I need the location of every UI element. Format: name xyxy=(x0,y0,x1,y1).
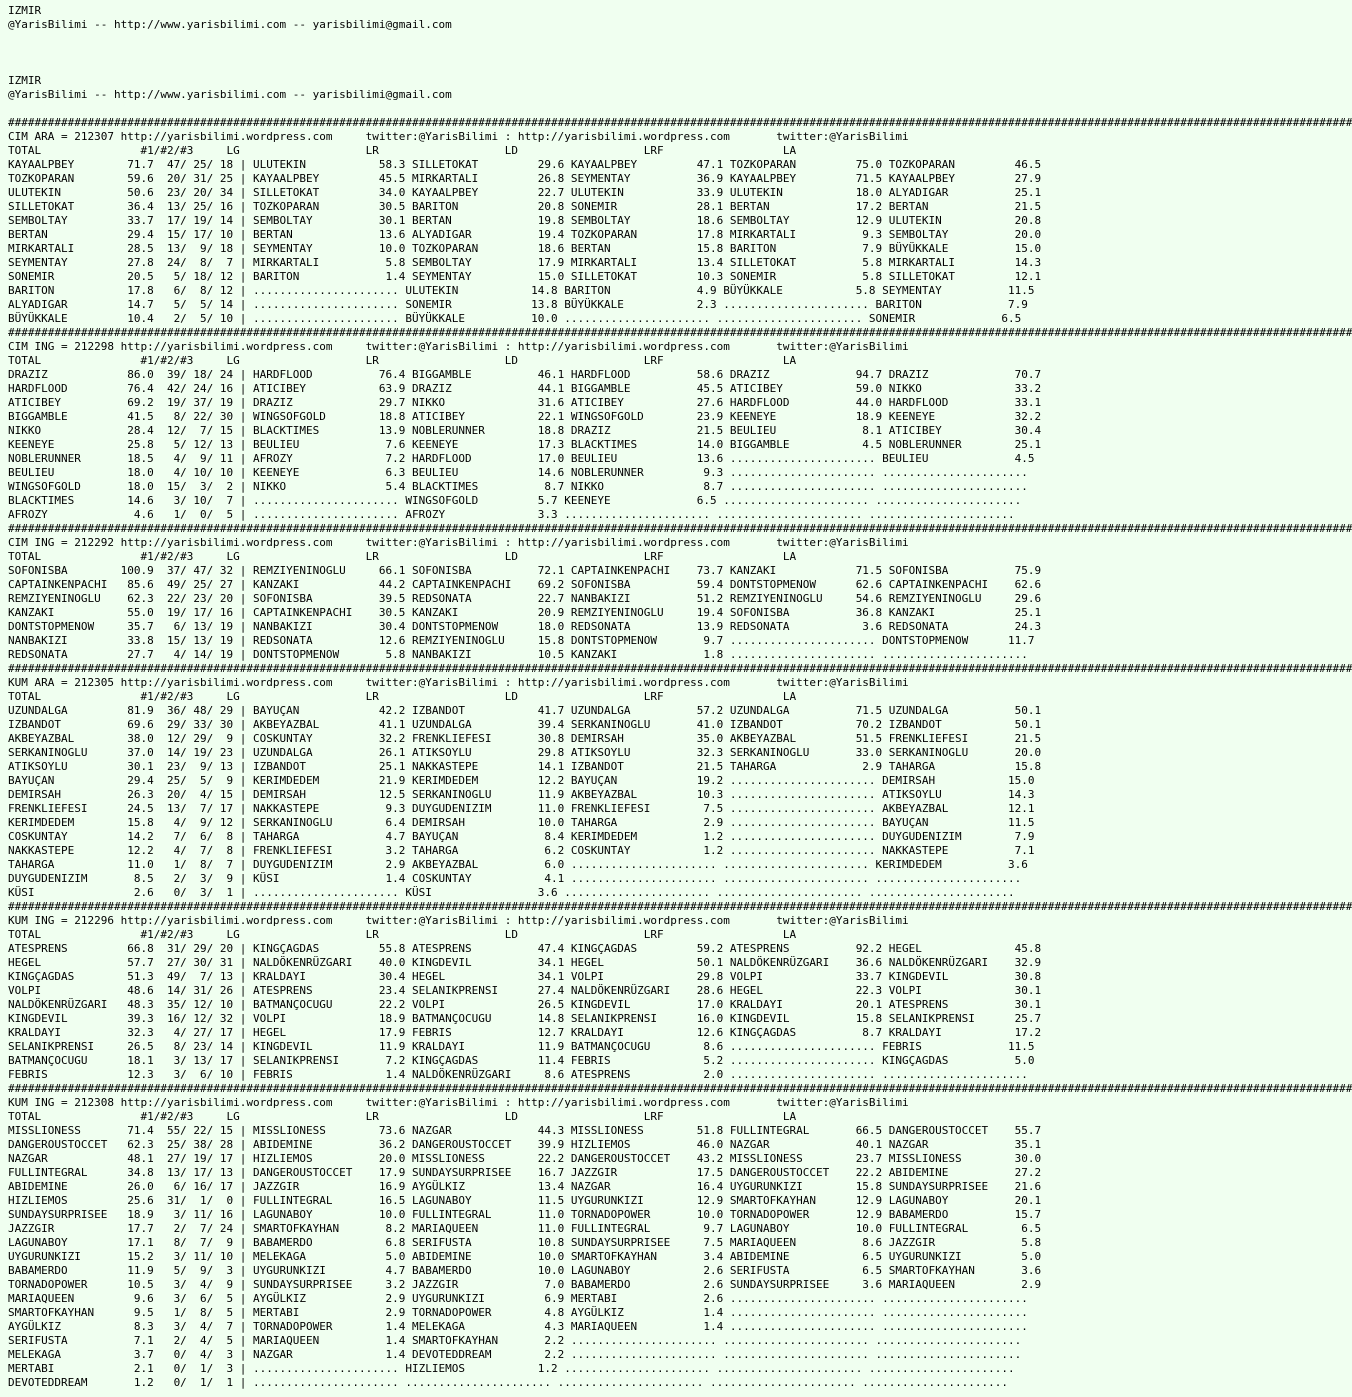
text-line: ########################################################################################################################################################################################################### xyxy=(8,1082,1352,1095)
text-line: BERTAN 29.4 15/ 17/ 10 | BERTAN 13.6 ALYADIGAR 19.4 TOZKOPARAN 17.8 MIRKARTALI 9.3 SEMBOLTAY 20.0 xyxy=(8,228,1042,241)
text-line: KUM ING = 212308 http://yarisbilimi.wordpress.com twitter:@YarisBilimi : http://yarisbilimi.wordpress.com twitter:@YarisBilimi xyxy=(8,1096,909,1109)
text-line: ########################################################################################################################################################################################################### xyxy=(8,522,1352,535)
text-line: CIM ING = 212292 http://yarisbilimi.wordpress.com twitter:@YarisBilimi : http://yarisbilimi.wordpress.com twitter:@YarisBilimi xyxy=(8,536,909,549)
text-line: DEVOTEDDREAM 1.2 0/ 1/ 1 | ...................... ...................... ...................... ...................... ...................... xyxy=(8,1376,1009,1389)
text-line: IZMIR xyxy=(8,4,42,17)
text-line: BARITON 17.8 6/ 8/ 12 | ...................... ULUTEKIN 14.8 BARITON 4.9 BÜYÜKKALE 5.8 SEYMENTAY 11.5 xyxy=(8,284,1035,297)
text-line: NIKKO 28.4 12/ 7/ 15 | BLACKTIMES 13.9 NOBLERUNNER 18.8 DRAZIZ 21.5 BEULIEU 8.1 ATICIBEY 30.4 xyxy=(8,424,1042,437)
text-line: TOTAL #1/#2/#3 LG LR LD LRF LA xyxy=(8,928,797,941)
text-line: DEMIRSAH 26.3 20/ 4/ 15 | DEMIRSAH 12.5 SERKANINOGLU 11.9 AKBEYAZBAL 10.3 ...................... ATIKSOYLU 14.3 xyxy=(8,788,1035,801)
text-line xyxy=(8,60,1073,74)
text-line: SUNDAYSURPRISEE 18.9 3/ 11/ 16 | LAGUNABOY 10.0 FULLINTEGRAL 11.0 TORNADOPOWER 10.0 TORNADOPOWER 12.9 BABAMERDO 15.7 xyxy=(8,1208,1042,1221)
text-line: TORNADOPOWER 10.5 3/ 4/ 9 | SUNDAYSURPRISEE 3.2 JAZZGIR 7.0 BABAMERDO 2.6 SUNDAYSURPRISEE 3.6 MARIAQUEEN 2.9 xyxy=(8,1278,1042,1291)
text-line: HEGEL 57.7 27/ 30/ 31 | NALDÖKENRÜZGARI 40.0 KINGDEVIL 34.1 HEGEL 50.1 NALDÖKENRÜZGARI 36.6 NALDÖKENRÜZGARI 32.9 xyxy=(8,956,1042,969)
text-line: ULUTEKIN 50.6 23/ 20/ 34 | SILLETOKAT 34.0 KAYAALPBEY 22.7 ULUTEKIN 33.9 ULUTEKIN 18.0 ALYADIGAR 25.1 xyxy=(8,186,1042,199)
text-line: FRENKLIEFESI 24.5 13/ 7/ 17 | NAKKASTEPE 9.3 DUYGUDENIZIM 11.0 FRENKLIEFESI 7.5 ...................... AKBEYAZBAL 12.1 xyxy=(8,802,1035,815)
text-line: KEENEYE 25.8 5/ 12/ 13 | BEULIEU 7.6 KEENEYE 17.3 BLACKTIMES 14.0 BIGGAMBLE 4.5 NOBLERUNNER 25.1 xyxy=(8,438,1042,451)
text-line: COSKUNTAY 14.2 7/ 6/ 8 | TAHARGA 4.7 BAYUÇAN 8.4 KERIMDEDEM 1.2 ...................... DUYGUDENIZIM 7.9 xyxy=(8,830,1035,843)
text-line: ########################################################################################################################################################################################################### xyxy=(8,326,1352,339)
text-line: BIGGAMBLE 41.5 8/ 22/ 30 | WINGSOFGOLD 18.8 ATICIBEY 22.1 WINGSOFGOLD 23.9 KEENEYE 18.9 KEENEYE 32.2 xyxy=(8,410,1042,423)
text-line: TAHARGA 11.0 1/ 8/ 7 | DUYGUDENIZIM 2.9 AKBEYAZBAL 6.0 ...................... ...................... KERIMDEDEM 3.6 xyxy=(8,858,1028,871)
text-line: BAYUÇAN 29.4 25/ 5/ 9 | KERIMDEDEM 21.9 KERIMDEDEM 12.2 BAYUÇAN 19.2 ...................... DEMIRSAH 15.0 xyxy=(8,774,1035,787)
text-line: KUM ING = 212296 http://yarisbilimi.wordpress.com twitter:@YarisBilimi : http://yarisbilimi.wordpress.com twitter:@YarisBilimi xyxy=(8,914,909,927)
text-line: KÜSI 2.6 0/ 3/ 1 | ...................... KÜSI 3.6 ...................... ...................... ...................... xyxy=(8,886,1015,899)
text-line: CIM ARA = 212307 http://yarisbilimi.wordpress.com twitter:@YarisBilimi : http://yarisbilimi.wordpress.com twitter:@YarisBilimi xyxy=(8,130,909,143)
text-line: TOTAL #1/#2/#3 LG LR LD LRF LA xyxy=(8,550,797,563)
text-line: SERIFUSTA 7.1 2/ 4/ 5 | MARIAQUEEN 1.4 SMARTOFKAYHAN 2.2 ...................... ...................... ...................... xyxy=(8,1334,1022,1347)
text-line xyxy=(8,32,1073,46)
text-line: MIRKARTALI 28.5 13/ 9/ 18 | SEYMENTAY 10.0 TOZKOPARAN 18.6 BERTAN 15.8 BARITON 7.9 BÜYÜKKALE 15.0 xyxy=(8,242,1042,255)
text-line: LAGUNABOY 17.1 8/ 7/ 9 | BABAMERDO 6.8 SERIFUSTA 10.8 SUNDAYSURPRISEE 7.5 MARIAQUEEN 8.6 JAZZGIR 5.8 xyxy=(8,1236,1042,1249)
text-line: TOTAL #1/#2/#3 LG LR LD LRF LA xyxy=(8,1110,797,1123)
text-line: BATMANÇOCUGU 18.1 3/ 13/ 17 | SELANIKPRENSI 7.2 KINGÇAGDAS 11.4 FEBRIS 5.2 ...................... KINGÇAGDAS 5.0 xyxy=(8,1054,1035,1067)
text-line: SELANIKPRENSI 26.5 8/ 23/ 14 | KINGDEVIL 11.9 KRALDAYI 11.9 BATMANÇOCUGU 8.6 ...................... FEBRIS 11.5 xyxy=(8,1040,1035,1053)
text-line: ########################################################################################################################################################################################################### xyxy=(8,900,1352,913)
text-line: ATESPRENS 66.8 31/ 29/ 20 | KINGÇAGDAS 55.8 ATESPRENS 47.4 KINGÇAGDAS 59.2 ATESPRENS 92.2 HEGEL 45.8 xyxy=(8,942,1042,955)
text-line: SEMBOLTAY 33.7 17/ 19/ 14 | SEMBOLTAY 30.1 BERTAN 19.8 SEMBOLTAY 18.6 SEMBOLTAY 12.9 ULUTEKIN 20.8 xyxy=(8,214,1042,227)
text-line: KERIMDEDEM 15.8 4/ 9/ 12 | SERKANINOGLU 6.4 DEMIRSAH 10.0 TAHARGA 2.9 ...................... BAYUÇAN 11.5 xyxy=(8,816,1035,829)
text-line: MERTABI 2.1 0/ 1/ 3 | ...................... HIZLIEMOS 1.2 ...................... ...................... ...................... xyxy=(8,1362,1015,1375)
text-line: REDSONATA 27.7 4/ 14/ 19 | DONTSTOPMENOW 5.8 NANBAKIZI 10.5 KANZAKI 1.8 ...................... ...................... xyxy=(8,648,1028,661)
text-line: DONTSTOPMENOW 35.7 6/ 13/ 19 | NANBAKIZI 30.4 DONTSTOPMENOW 18.0 REDSONATA 13.9 REDSONATA 3.6 REDSONATA 24.3 xyxy=(8,620,1042,633)
text-line: ########################################################################################################################################################################################################### xyxy=(8,662,1352,675)
text-line: KUM ARA = 212305 http://yarisbilimi.wordpress.com twitter:@YarisBilimi : http://yarisbilimi.wordpress.com twitter:@YarisBilimi xyxy=(8,676,909,689)
text-line: REMZIYENINOGLU 62.3 22/ 23/ 20 | SOFONISBA 39.5 REDSONATA 22.7 NANBAKIZI 51.2 REMZIYENINOGLU 54.6 REMZIYENINOGLU 29.6 xyxy=(8,592,1042,605)
text-line: UZUNDALGA 81.9 36/ 48/ 29 | BAYUÇAN 42.2 IZBANDOT 41.7 UZUNDALGA 57.2 UZUNDALGA 71.5 UZUNDALGA 50.1 xyxy=(8,704,1042,717)
text-line: DRAZIZ 86.0 39/ 18/ 24 | HARDFLOOD 76.4 BIGGAMBLE 46.1 HARDFLOOD 58.6 DRAZIZ 94.7 DRAZIZ 70.7 xyxy=(8,368,1042,381)
text-line: IZMIR xyxy=(8,74,42,87)
text-line: KRALDAYI 32.3 4/ 27/ 17 | HEGEL 17.9 FEBRIS 12.7 KRALDAYI 12.6 KINGÇAGDAS 8.7 KRALDAYI 17.2 xyxy=(8,1026,1042,1039)
text-line: DANGEROUSTOCCET 62.3 25/ 38/ 28 | ABIDEMINE 36.2 DANGEROUSTOCCET 39.9 HIZLIEMOS 46.0 NAZGAR 40.1 NAZGAR 35.1 xyxy=(8,1138,1042,1151)
text-line: KANZAKI 55.0 19/ 17/ 16 | CAPTAINKENPACHI 30.5 KANZAKI 20.9 REMZIYENINOGLU 19.4 SOFONISBA 36.8 KANZAKI 25.1 xyxy=(8,606,1042,619)
text-line: TOTAL #1/#2/#3 LG LR LD LRF LA xyxy=(8,690,797,703)
text-line: KAYAALPBEY 71.7 47/ 25/ 18 | ULUTEKIN 58.3 SILLETOKAT 29.6 KAYAALPBEY 47.1 TOZKOPARAN 75.0 TOZKOPARAN 46.5 xyxy=(8,158,1042,171)
text-line: KINGÇAGDAS 51.3 49/ 7/ 13 | KRALDAYI 30.4 HEGEL 34.1 VOLPI 29.8 VOLPI 33.7 KINGDEVIL 30.8 xyxy=(8,970,1042,983)
text-line: NAZGAR 48.1 27/ 19/ 17 | HIZLIEMOS 20.0 MISSLIONESS 22.2 DANGEROUSTOCCET 43.2 MISSLIONESS 23.7 MISSLIONESS 30.0 xyxy=(8,1152,1042,1165)
text-line: VOLPI 48.6 14/ 31/ 26 | ATESPRENS 23.4 SELANIKPRENSI 27.4 NALDÖKENRÜZGARI 28.6 HEGEL 22.3 VOLPI 30.1 xyxy=(8,984,1042,997)
text-line: NAKKASTEPE 12.2 4/ 7/ 8 | FRENKLIEFESI 3.2 TAHARGA 6.2 COSKUNTAY 1.2 ...................... NAKKASTEPE 7.1 xyxy=(8,844,1035,857)
text-line: SOFONISBA 100.9 37/ 47/ 32 | REMZIYENINOGLU 66.1 SOFONISBA 72.1 CAPTAINKENPACHI 73.7 KANZAKI 71.5 SOFONISBA 75.9 xyxy=(8,564,1042,577)
text-line: @YarisBilimi -- http://www.yarisbilimi.com -- yarisbilimi@gmail.com xyxy=(8,88,452,101)
text-line: TOTAL #1/#2/#3 LG LR LD LRF LA xyxy=(8,354,797,367)
text-line: FEBRIS 12.3 3/ 6/ 10 | FEBRIS 1.4 NALDÖKENRÜZGARI 8.6 ATESPRENS 2.0 ...................... ...................... xyxy=(8,1068,1028,1081)
text-line: FULLINTEGRAL 34.8 13/ 17/ 13 | DANGEROUSTOCCET 17.9 SUNDAYSURPRISEE 16.7 JAZZGIR 17.5 DANGEROUSTOCCET 22.2 ABIDEMINE 27.2 xyxy=(8,1166,1042,1179)
text-line: UYGURUNKIZI 15.2 3/ 11/ 10 | MELEKAGA 5.0 ABIDEMINE 10.0 SMARTOFKAYHAN 3.4 ABIDEMINE 6.5 UYGURUNKIZI 5.0 xyxy=(8,1250,1042,1263)
text-line: HIZLIEMOS 25.6 31/ 1/ 0 | FULLINTEGRAL 16.5 LAGUNABOY 11.5 UYGURUNKIZI 12.9 SMARTOFKAYHAN 12.9 LAGUNABOY 20.1 xyxy=(8,1194,1042,1207)
text-line: MELEKAGA 3.7 0/ 4/ 3 | NAZGAR 1.4 DEVOTEDDREAM 2.2 ...................... ...................... ...................... xyxy=(8,1348,1022,1361)
text-line: NOBLERUNNER 18.5 4/ 9/ 11 | AFROZY 7.2 HARDFLOOD 17.0 BEULIEU 13.6 ...................... BEULIEU 4.5 xyxy=(8,452,1035,465)
text-line: CIM ING = 212298 http://yarisbilimi.wordpress.com twitter:@YarisBilimi : http://yarisbilimi.wordpress.com twitter:@YarisBilimi xyxy=(8,340,909,353)
text-line: NALDÖKENRÜZGARI 48.3 35/ 12/ 10 | BATMANÇOCUGU 22.2 VOLPI 26.5 KINGDEVIL 17.0 KRALDAYI 20.1 ATESPRENS 30.1 xyxy=(8,998,1042,1011)
text-line: AFROZY 4.6 1/ 0/ 5 | ...................... AFROZY 3.3 ...................... ...................... ...................... xyxy=(8,508,1015,521)
text-line: TOZKOPARAN 59.6 20/ 31/ 25 | KAYAALPBEY 45.5 MIRKARTALI 26.8 SEYMENTAY 36.9 KAYAALPBEY 71.5 KAYAALPBEY 27.9 xyxy=(8,172,1042,185)
text-line: AKBEYAZBAL 38.0 12/ 29/ 9 | COSKUNTAY 32.2 FRENKLIEFESI 30.8 DEMIRSAH 35.0 AKBEYAZBAL 51.5 FRENKLIEFESI 21.5 xyxy=(8,732,1042,745)
text-line: HARDFLOOD 76.4 42/ 24/ 16 | ATICIBEY 63.9 DRAZIZ 44.1 BIGGAMBLE 45.5 ATICIBEY 59.0 NIKKO 33.2 xyxy=(8,382,1042,395)
text-line: BABAMERDO 11.9 5/ 9/ 3 | UYGURUNKIZI 4.7 BABAMERDO 10.0 LAGUNABOY 2.6 SERIFUSTA 6.5 SMARTOFKAYHAN 3.6 xyxy=(8,1264,1042,1277)
text-line: WINGSOFGOLD 18.0 15/ 3/ 2 | NIKKO 5.4 BLACKTIMES 8.7 NIKKO 8.7 ...................... ...................... xyxy=(8,480,1028,493)
text-line: JAZZGIR 17.7 2/ 7/ 24 | SMARTOFKAYHAN 8.2 MARIAQUEEN 11.0 FULLINTEGRAL 9.7 LAGUNABOY 10.0 FULLINTEGRAL 6.5 xyxy=(8,1222,1042,1235)
text-line: ALYADIGAR 14.7 5/ 5/ 14 | ...................... SONEMIR 13.8 BÜYÜKKALE 2.3 ...................... BARITON 7.9 xyxy=(8,298,1028,311)
text-line: TOTAL #1/#2/#3 LG LR LD LRF LA xyxy=(8,144,797,157)
text-line: ATIKSOYLU 30.1 23/ 9/ 13 | IZBANDOT 25.1 NAKKASTEPE 14.1 IZBANDOT 21.5 TAHARGA 2.9 TAHARGA 15.8 xyxy=(8,760,1042,773)
text-line: ATICIBEY 69.2 19/ 37/ 19 | DRAZIZ 29.7 NIKKO 31.6 ATICIBEY 27.6 HARDFLOOD 44.0 HARDFLOOD 33.1 xyxy=(8,396,1042,409)
text-line: SILLETOKAT 36.4 13/ 25/ 16 | TOZKOPARAN 30.5 BARITON 20.8 SONEMIR 28.1 BERTAN 17.2 BERTAN 21.5 xyxy=(8,200,1042,213)
text-line: SMARTOFKAYHAN 9.5 1/ 8/ 5 | MERTABI 2.9 TORNADOPOWER 4.8 AYGÜLKIZ 1.4 ...................... ...................... xyxy=(8,1306,1028,1319)
text-line: AYGÜLKIZ 8.3 3/ 4/ 7 | TORNADOPOWER 1.4 MELEKAGA 4.3 MARIAQUEEN 1.4 ...................... ...................... xyxy=(8,1320,1028,1333)
text-line: ########################################################################################################################################################################################################### xyxy=(8,116,1352,129)
text-line: BÜYÜKKALE 10.4 2/ 5/ 10 | ...................... BÜYÜKKALE 10.0 ...................... ...................... SONEMIR 6.5 xyxy=(8,312,1022,325)
text-line xyxy=(8,102,1073,116)
text-line: DUYGUDENIZIM 8.5 2/ 3/ 9 | KÜSI 1.4 COSKUNTAY 4.1 ...................... ...................... ...................... xyxy=(8,872,1022,885)
text-line: SONEMIR 20.5 5/ 18/ 12 | BARITON 1.4 SEYMENTAY 15.0 SILLETOKAT 10.3 SONEMIR 5.8 SILLETOKAT 12.1 xyxy=(8,270,1042,283)
text-line: MARIAQUEEN 9.6 3/ 6/ 5 | AYGÜLKIZ 2.9 UYGURUNKIZI 6.9 MERTABI 2.6 ...................... ...................... xyxy=(8,1292,1028,1305)
text-line: BEULIEU 18.0 4/ 10/ 10 | KEENEYE 6.3 BEULIEU 14.6 NOBLERUNNER 9.3 ...................... ...................... xyxy=(8,466,1028,479)
text-line: CAPTAINKENPACHI 85.6 49/ 25/ 27 | KANZAKI 44.2 CAPTAINKENPACHI 69.2 SOFONISBA 59.4 DONTSTOPMENOW 62.6 CAPTAINKENPACHI 62.6 xyxy=(8,578,1042,591)
text-line: SEYMENTAY 27.8 24/ 8/ 7 | MIRKARTALI 5.8 SEMBOLTAY 17.9 MIRKARTALI 13.4 SILLETOKAT 5.8 MIRKARTALI 14.3 xyxy=(8,256,1042,269)
text-line: @YarisBilimi -- http://www.yarisbilimi.com -- yarisbilimi@gmail.com xyxy=(8,18,452,31)
text-line: MISSLIONESS 71.4 55/ 22/ 15 | MISSLIONESS 73.6 NAZGAR 44.3 MISSLIONESS 51.8 FULLINTEGRAL 66.5 DANGEROUSTOCCET 55.7 xyxy=(8,1124,1042,1137)
text-line: SERKANINOGLU 37.0 14/ 19/ 23 | UZUNDALGA 26.1 ATIKSOYLU 29.8 ATIKSOYLU 32.3 SERKANINOGLU 33.0 SERKANINOGLU 20.0 xyxy=(8,746,1042,759)
text-line: BLACKTIMES 14.6 3/ 10/ 7 | ...................... WINGSOFGOLD 5.7 KEENEYE 6.5 ...................... ...................... xyxy=(8,494,1022,507)
text-line: ABIDEMINE 26.0 6/ 16/ 17 | JAZZGIR 16.9 AYGÜLKIZ 13.4 NAZGAR 16.4 UYGURUNKIZI 15.8 SUNDAYSURPRISEE 21.6 xyxy=(8,1180,1042,1193)
text-line: NANBAKIZI 33.8 15/ 13/ 19 | REDSONATA 12.6 REMZIYENINOGLU 15.8 DONTSTOPMENOW 9.7 ...................... DONTSTOPMENOW 11.7 xyxy=(8,634,1035,647)
text-line xyxy=(8,46,1073,60)
text-line: KINGDEVIL 39.3 16/ 12/ 32 | VOLPI 18.9 BATMANÇOCUGU 14.8 SELANIKPRENSI 16.0 KINGDEVIL 15.8 SELANIKPRENSI 25.7 xyxy=(8,1012,1042,1025)
text-line: IZBANDOT 69.6 29/ 33/ 30 | AKBEYAZBAL 41.1 UZUNDALGA 39.4 SERKANINOGLU 41.0 IZBANDOT 70.2 IZBANDOT 50.1 xyxy=(8,718,1042,731)
